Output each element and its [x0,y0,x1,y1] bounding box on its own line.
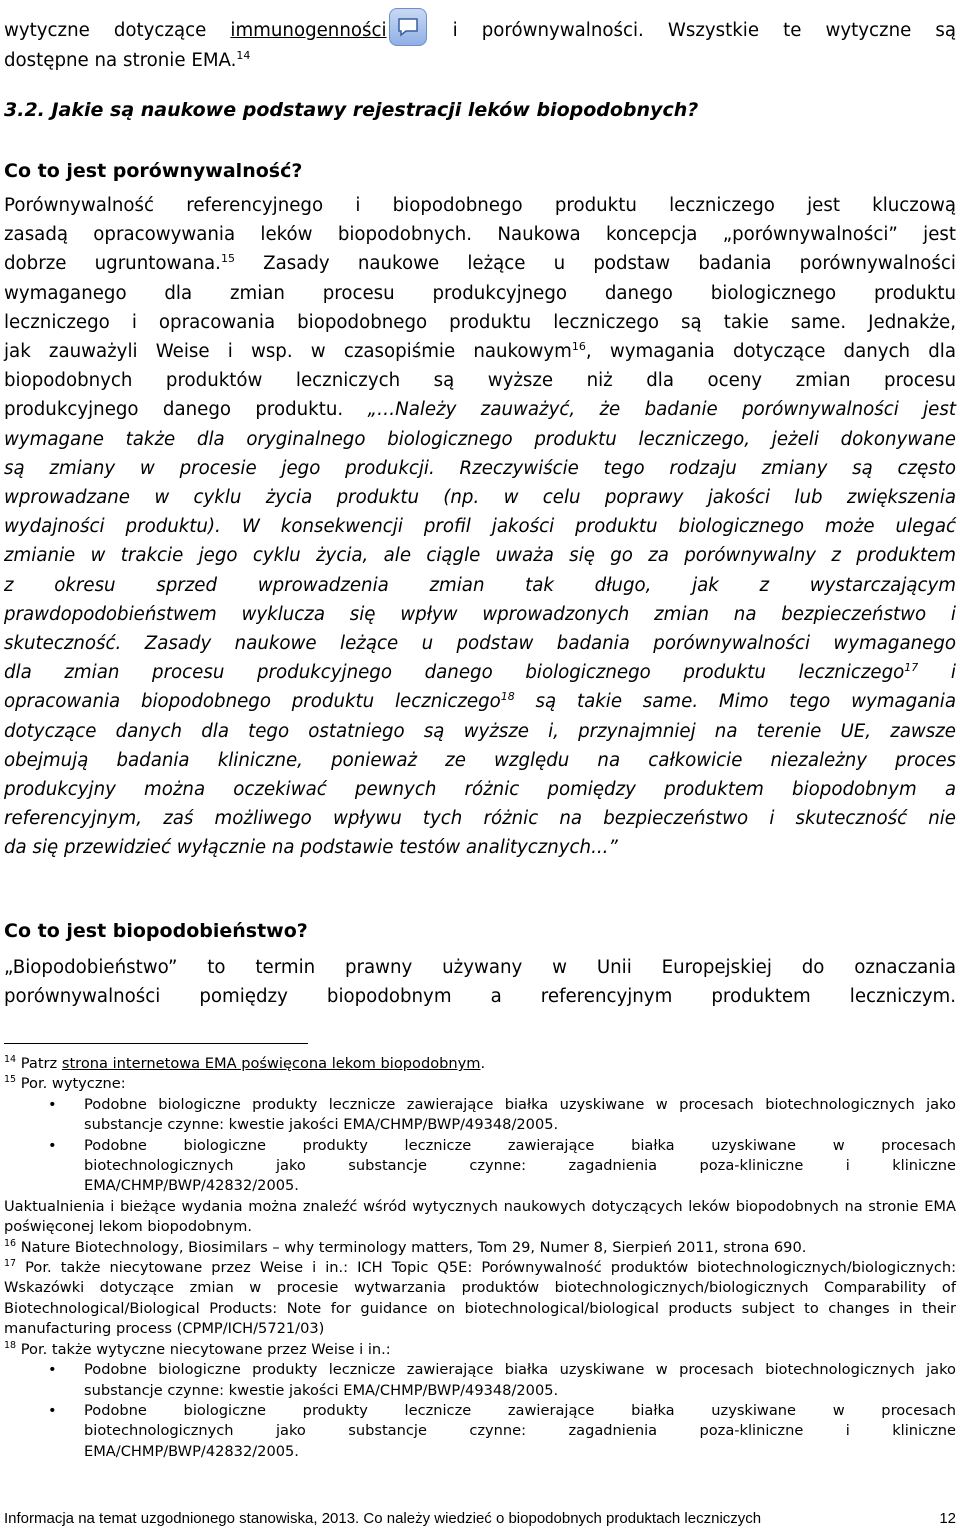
text-span: i porównywalności. Wszystkie te wytyczne są [452,20,956,41]
footnote-bullet [4,1095,956,1136]
footnote-bullet [4,1136,956,1197]
quote-line: da się przewidzieć wyłącznie na podstawie testów analitycznych...” [4,837,618,859]
text-span: , wymagania dotyczące danych dla [585,341,956,363]
text-span: i [950,662,956,684]
section-heading: 3.2. Jakie są naukowe podstawy rejestracji leków biopodobnych? [4,99,699,121]
text-span: Patrz [20,1055,58,1072]
footer-title: Informacja na temat uzgodnionego stanowiska, 2013. Co należy wiedzieć o biopodobnych produktach leczniczych [4,1510,762,1527]
footnote-ref-14[interactable]: 14 [236,48,251,62]
text-span: jak zauważyli Weise i wsp. w czasopiśmie naukowym [4,341,572,363]
bullet: • [48,1136,57,1154]
quote-line: wymagane także dla oryginalnego biologicznego produktu leczniczego, jeżeli dokonywane [4,428,956,450]
footnote-number: 15 [4,1074,17,1086]
paragraph-line: „Biopodobieństwo” to termin prawny używany w Unii Europejskiej do oznaczania [4,957,956,978]
footnote-separator [4,1043,308,1044]
paragraph-line [4,337,956,366]
quote-line: dotyczące danych dla tego ostatniego są wyższe i, przynajmniej na terenie UE, zawsze [4,720,956,742]
paragraph-line: zasadą opracowywania leków biopodobnych. Naukowa koncepcja „porównywalności” jest [4,224,956,246]
paragraph-line: biopodobnych produktów leczniczych są wyższe niż dla oceny zmian procesu [4,370,956,392]
footnote-number: 16 [4,1237,17,1249]
text-span: EMA/CHMP/BWP/42832/2005. [84,1177,299,1195]
quote-line: produkcyjny można oczekiwać pewnych różnic pomiędzy produktem biopodobnym a [4,779,956,801]
quote-line: wydajności produktu). W konsekwencji profil jakości produktu biologicznego może ulegać [4,516,956,538]
footnote-17 [4,1258,956,1340]
immunogenicity-link[interactable]: immunogenności [230,20,387,41]
text-span: dostępne na stronie EMA. [4,50,237,71]
paragraph-line: leczniczego i opracowania biopodobnego produktu leczniczego są takie same. Jednakże, [4,311,956,333]
text-span: Podobne biologiczne produkty lecznicze zawierające białka uzyskiwane w procesach biotechnologicznych jako substancje czynne: kwestie jakości EMA/CHMP/BWP/49348/2005. [84,1095,956,1134]
subheading-biosimilarity: Co to jest biopodobieństwo? [4,920,308,942]
quote-line [4,687,956,716]
quote-line: obejmują badania kliniczne, ponieważ ze względu na całkowicie niezależny proces [4,749,956,771]
footnote-number: 17 [4,1258,17,1270]
footnote-15 [4,1074,956,1094]
text-span: produkcyjnego danego produktu. [4,399,344,421]
quote-line: skuteczność. Zasady naukowe leżące u podstaw badania porównywalności wymaganego [4,633,956,655]
text-span: . [480,1055,486,1072]
subheading-comparability: Co to jest porównywalność? [4,160,303,182]
text-span: Podobne biologiczne produkty lecznicze zawierające białka uzyskiwane w procesach [84,1401,956,1419]
footnote-bullet [4,1401,956,1462]
bullet: • [48,1361,57,1379]
footnote-number: 14 [4,1054,17,1066]
footnote-18 [4,1340,956,1360]
paragraph-line: wymaganego dla zmian procesu produkcyjnego danego biologicznego produktu [4,282,956,304]
bullet: • [48,1095,57,1113]
text-span: wytyczne dotyczące [4,20,207,41]
ema-biosimilars-link[interactable]: strona internetowa EMA poświęcona lekom biopodobnym [61,1055,481,1072]
footnote-ref-15[interactable]: 15 [220,252,235,266]
quote-line: z okresu sprzed wprowadzenia zmian tak długo, jak z wystarczającym [4,574,956,596]
text-span: Podobne biologiczne produkty lecznicze zawierające białka uzyskiwane w procesach biotechnologicznych jako substancje czynne: kwestie jakości EMA/CHMP/BWP/49348/2005. [84,1361,956,1399]
paragraph-line [4,249,956,278]
biosimilarity-paragraph [4,953,956,1011]
text-span: opracowania biopodobnego produktu leczniczego [4,691,501,713]
paragraph-line [4,8,956,46]
quote-span: „…Należy zauważyć, że badanie porównywalności jest [367,399,956,421]
quote-line: są zmiany w procesie jego produkcji. Rzeczywiście tego rodzaju zmiany są często [4,457,956,479]
text-span: dobrze ugruntowana. [4,253,221,275]
paragraph-line [4,395,956,424]
footnote-bullet [4,1360,956,1401]
comparability-paragraph [4,191,956,863]
footnote-16 [4,1238,956,1258]
quote-line: wprowadzane w cyklu życia produktu (np. w celu poprawy jakości lub zwiększenia [4,487,956,509]
footnote-ref-18[interactable]: 18 [500,690,515,704]
footnote-14 [4,1054,956,1074]
text-span: biotechnologicznych jako substancje czynne: zagadnienia poza-kliniczne i kliniczne [84,1157,956,1175]
paragraph-line: Porównywalność referencyjnego i biopodobnego produktu leczniczego jest kluczową [4,195,956,216]
footnote-number: 18 [4,1339,17,1351]
quote-line [4,658,956,687]
footnote-ref-16[interactable]: 16 [571,339,586,353]
text-span: Nature Biotechnology, Biosimilars – why terminology matters, Tom 29, Numer 8, Sierpień 2011, strona 690. [20,1238,807,1256]
text-span: Zasady naukowe leżące u podstaw badania porównywalności [263,253,956,275]
text-span: Por. także wytyczne niecytowane przez Weise i in.: [20,1340,391,1358]
page-footer [4,1510,956,1527]
comment-icon[interactable] [389,8,427,46]
page-number: 12 [939,1510,956,1527]
bullet: • [48,1401,57,1419]
footnote-update-note: Uaktualnienia i bieżące wydania można znaleźć wśród wytycznych naukowych dotyczących leków biopodobnych na stronie EMA poświęconej lekom biopodobnym. [4,1197,956,1236]
text-span: Por. wytyczne: [20,1075,126,1093]
text-span: biotechnologicznych jako substancje czynne: zagadnienia poza-kliniczne i kliniczne [84,1422,956,1440]
paragraph-line: porównywalności pomiędzy biopodobnym a referencyjnym produktem leczniczym. [4,986,956,1008]
quote-line: prawdopodobieństwem wyklucza się wpływ wprowadzonych zmian na bezpieczeństwo i [4,603,956,625]
text-span: są takie same. Mimo tego wymagania [535,691,956,713]
text-span: Podobne biologiczne produkty lecznicze zawierające białka uzyskiwane w procesach [84,1136,956,1154]
text-span: Por. także niecytowane przez Weise i in.: ICH Topic Q5E: Porównywalność produktów biotechnologicznych/biologicznych: Wskazówki dotyczące zmian w procesie wytwarzania produktów biotechnologicznych/biologicznych Comparability of Biotechnological/Biological Products: Note for guidance on biotechnological/biological products subject to changes in their manufacturing process (CPMP/ICH/5721/03) [4,1259,957,1338]
text-span: EMA/CHMP/BWP/42832/2005. [84,1442,299,1460]
text-span: dla zmian procesu produkcyjnego danego biologicznego produktu leczniczego [4,662,905,684]
top-paragraph [4,8,956,75]
footnote-ref-17[interactable]: 17 [904,661,919,675]
footnotes [4,1054,956,1462]
quote-line: referencyjnym, zaś możliwego wpływu tych różnic na bezpieczeństwo i skuteczność nie [4,808,956,830]
paragraph-line [4,46,956,75]
quote-line: zmianie w trakcie jego cyklu życia, ale ciągle uważa się go za porównywalny z produktem [4,545,956,567]
